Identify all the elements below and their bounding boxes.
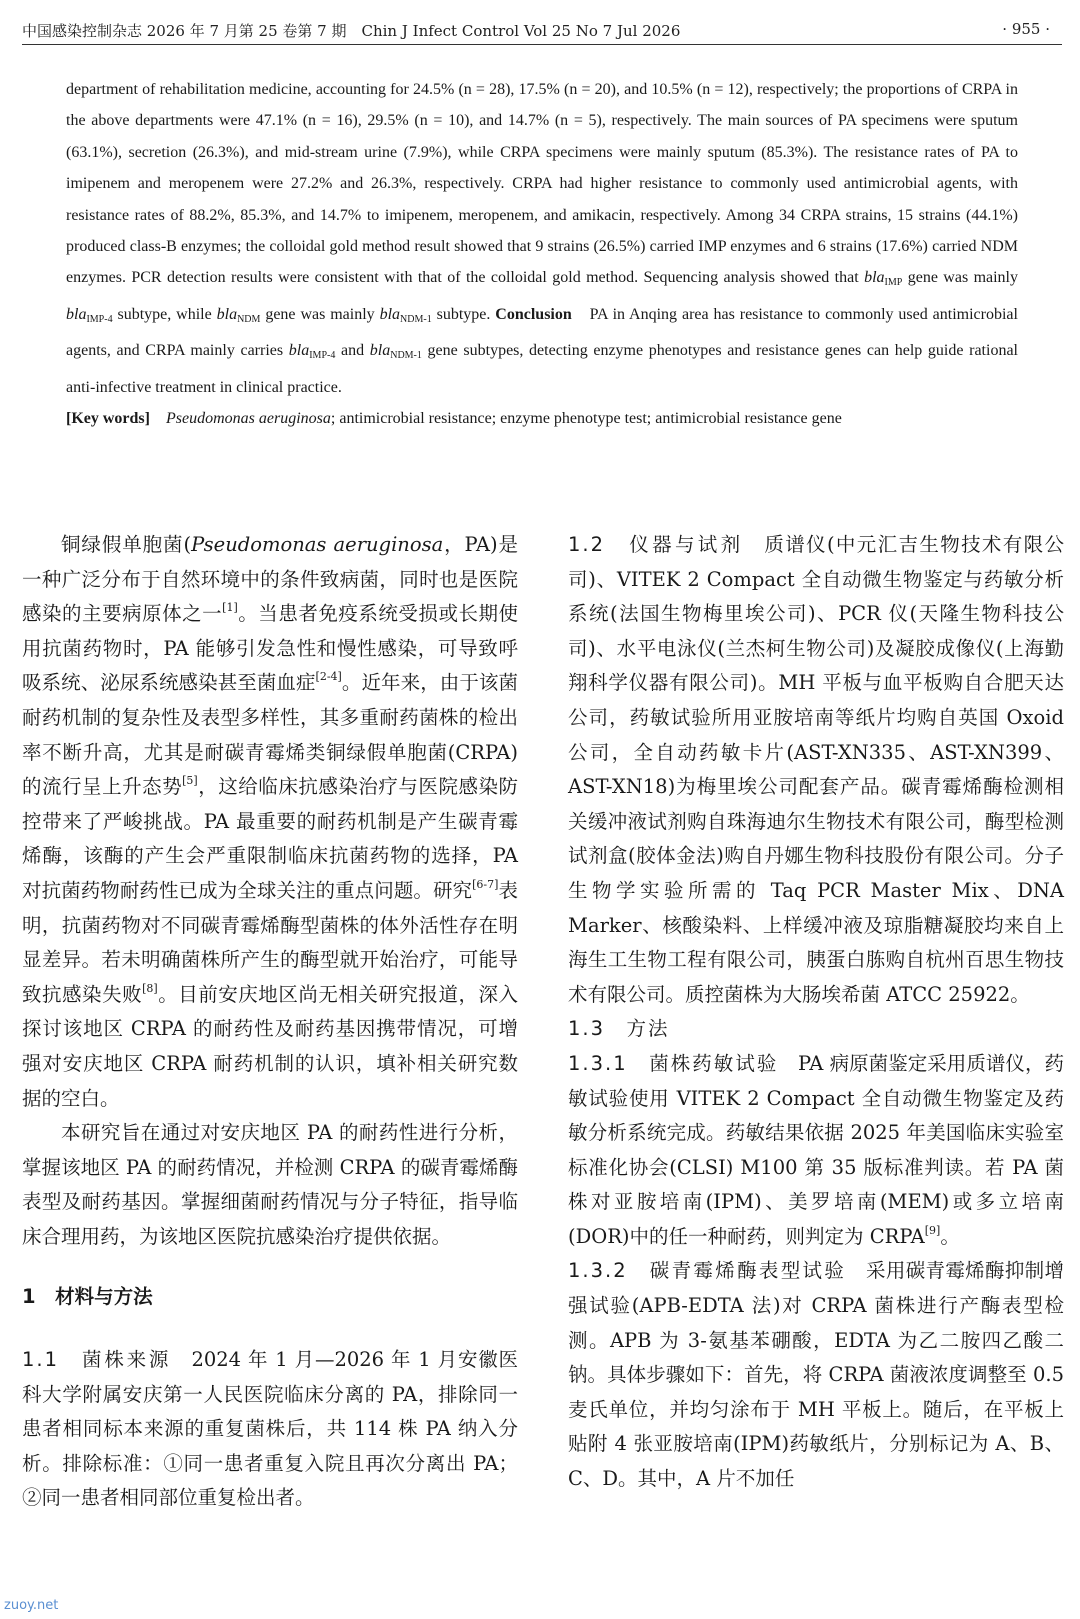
right-column: [568, 528, 1064, 1497]
section-1-1: 1.1 菌株来源 2024 年 1 月—2026 年 1 月安徽医科大学附属安庆第一人民医院临床分离的 PA，排除同一患者相同标本来源的重复菌株后，共 114 株 PA 纳入分析。排除标准：①同一患者重复入院且再次分离出 PA；②同一患者相同部位重复检出者。: [22, 1348, 518, 1510]
keywords: [Key words] Pseudomonas aeruginosa; antimicrobial resistance; enzyme phenotype test; antimicrobial resistance gene: [66, 410, 842, 428]
section-1-3-title: 1.3 方法: [568, 1017, 670, 1041]
header-rule: [22, 44, 1062, 45]
section-title: 1 材料与方法: [22, 1285, 153, 1309]
intro-paragraph-1: 铜绿假单胞菌(Pseudomonas aeruginosa，PA)是一种广泛分布于自然环境中的条件致病菌，同时也是医院感染的主要病原体之一[1]。当患者免疫系统受损或长期使用抗菌药物时，PA 能够引发急性和慢性感染，可导致呼吸系统、泌尿系统感染甚至菌血症[2-4]。近年来，由于该菌耐药机制的复杂性及表型多样性，其多重耐药菌株的检出率不断升高，尤其是耐碳青霉烯类铜绿假单胞菌(CRPA)的流行呈上升态势[5]，这给临床抗感染治疗与医院感染防控带来了严峻挑战。PA 最重要的耐药机制是产生碳青霉烯酶，该酶的产生会严重限制临床抗菌药物的选择，PA 对抗菌药物耐药性已成为全球关注的重点问题。研究[6-7]表明，抗菌药物对不同碳青霉烯酶型菌株的体外活性存在明显差异。若未明确菌株所产生的酶型就开始治疗，可能导致抗感染失败[8]。目前安庆地区尚无相关研究报道，深入探讨该地区 CRPA 的耐药性及耐药基因携带情况，可增强对安庆地区 CRPA 耐药机制的认识，填补相关研究数据的空白。: [22, 533, 518, 1110]
left-column: [22, 528, 518, 1516]
abstract-text: department of rehabilitation medicine, accounting for 24.5% (n = 28), 17.5% (n = 20), and 10.5% (n = 12), respectively; the proportions of CRPA in the above departments were 47.1% (n = 16), 29.5% (n = 10), and 14.7% (n = 5), respectively. The main sources of PA specimens were sputum (63.1%), secretion (26.3%), and mid-stream urine (7.9%), while CRPA specimens were mainly sputum (85.3%). The resistance rates of PA to imipenem and meropenem were 27.2% and 26.3%, respectively. CRPA had higher resistance to commonly used antimicrobial agents, with resistance rates of 88.2%, 85.3%, and 14.7% to imipenem, meropenem, and amikacin, respectively. Among 34 CRPA strains, 15 strains (44.1%) produced class-B enzymes; the colloidal gold method result showed that 9 strains (26.5%) carried IMP enzymes and 6 strains (17.6%) carried NDM enzymes. PCR detection results were consistent with that of the colloidal gold method. Sequencing analysis showed that bla$_{IMP}$ gene was mainly bla$_{IMP-4}$ subtype, while bla$_{NDM}$ gene was mainly bla$_{NDM-1}$ subtype. Conclusion PA in Anqing area has resistance to commonly used antimicrobial agents, and CRPA mainly carries bla$_{IMP-4}$ and bla$_{NDM-1}$ gene subtypes, detecting enzyme phenotypes and resistance genes can help guide rational anti-infective treatment in clinical practice.: [66, 81, 1019, 396]
watermark: zuoy.net: [4, 1598, 59, 1613]
section-1-3-2: 1.3.2 碳青霉烯酶表型试验 采用碳青霉烯酶抑制增强试验(APB-EDTA 法)对 CRPA 菌株进行产酶表型检测。APB 为 3-氨基苯硼酸，EDTA 为乙二胺四乙酸二钠。具体步骤如下：首先，将 CRPA 菌液浓度调整至 0.5 麦氏单位，并均匀涂布于 MH 平板上。随后，在平板上贴附 4 张亚胺培南(IPM)药敏纸片，分别标记为 A、B、C、D。其中，A 片不加任: [568, 1259, 1064, 1491]
keywords-label: [Key words]: [66, 410, 150, 428]
running-header: [22, 18, 1062, 44]
section-1-3-1: 1.3.1 菌株药敏试验 PA 病原菌鉴定采用质谱仪，药敏试验使用 VITEK 2 Compact 全自动微生物鉴定及药敏分析系统完成。药敏结果依据 2025 年美国临床实验室标准化协会(CLSI) M100 第 35 版标准判读。若 PA 菌株对亚胺培南(IPM)、美罗培南(MEM)或多立培南(DOR)中的任一种耐药，则判定为 CRPA[9]。: [568, 1051, 1064, 1248]
journal-info: 中国感染控制杂志 2026 年 7 月第 25 卷第 7 期 Chin J Infect Control Vol 25 No 7 Jul 2026: [22, 22, 681, 40]
page-number: · 955 ·: [1002, 20, 1050, 38]
conclusion-label: Conclusion: [495, 305, 572, 323]
section-1-2: 1.2 仪器与试剂 质谱仪(中元汇吉生物技术有限公司)、VITEK 2 Compact 全自动微生物鉴定与药敏分析系统(法国生物梅里埃公司)、PCR 仪(天隆生物科技公司)、水平电泳仪(兰杰柯生物公司)及凝胶成像仪(上海勤翔科学仪器有限公司)。MH 平板与血平板购自合肥天达公司，药敏试验所用亚胺培南等纸片均购自英国 Oxoid 公司，全自动药敏卡片(AST-XN335、AST-XN399、AST-XN18)为梅里埃公司配套产品。碳青霉烯酶检测相关缓冲液试剂购自珠海迪尔生物技术有限公司，酶型检测试剂盒(胶体金法)购自丹娜生物科技股份有限公司。分子生物学实验所需的 Taq PCR Master Mix、DNA Marker、核酸染料、上样缓冲液及琼脂糖凝胶均来自上海生工生物工程有限公司，胰蛋白胨购自杭州百思生物技术有限公司。质控菌株为大肠埃希菌 ATCC 25922。: [568, 533, 1065, 1006]
intro-paragraph-2: 本研究旨在通过对安庆地区 PA 的耐药性进行分析，掌握该地区 PA 的耐药情况，并检测 CRPA 的碳青霉烯酶表型及耐药基因。掌握细菌耐药情况与分子特征，指导临床合理用药，为该地区医院抗感染治疗提供依据。: [22, 1121, 518, 1248]
abstract-block: [66, 74, 1018, 434]
